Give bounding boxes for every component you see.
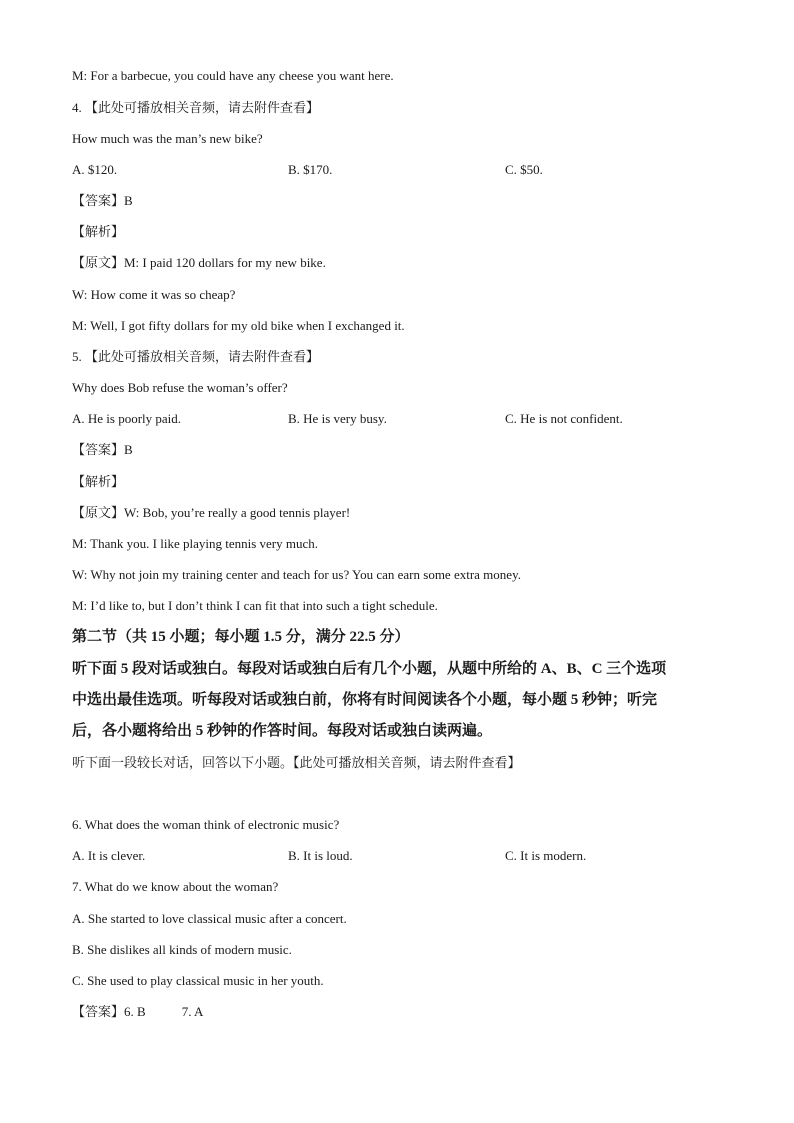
question-7-text: 7. What do we know about the woman? xyxy=(72,879,279,894)
section-instructions-line-2: 中选出最佳选项。听每段对话或独白前，你将有时间阅读各个小题，每小题 5 秒钟；听完 xyxy=(72,692,658,708)
q4-transcript-line-3: M: Well, I got fifty dollars for my old bike when I exchanged it. xyxy=(72,318,405,333)
q4-option-c: C. $50. xyxy=(505,162,543,177)
q7-option-b: B. She dislikes all kinds of modern music. xyxy=(72,942,292,957)
q4-transcript-line-2: W: How come it was so cheap? xyxy=(72,287,236,302)
q7-option-c: C. She used to play classical music in her youth. xyxy=(72,973,324,988)
dialogue-line: M: For a barbecue, you could have any cheese you want here. xyxy=(72,68,394,83)
q5-transcript-line-4: M: I’d like to, but I don’t think I can fit that into such a tight schedule. xyxy=(72,598,438,613)
q5-option-b: B. He is very busy. xyxy=(288,411,387,426)
question-4-header: 4. 【此处可播放相关音频，请去附件查看】 xyxy=(72,100,320,115)
question-6-text: 6. What does the woman think of electronic music? xyxy=(72,817,340,832)
q5-transcript-line-1: 【原文】W: Bob, you’re really a good tennis player! xyxy=(72,505,351,520)
q5-transcript-line-3: W: Why not join my training center and teach for us? You can earn some extra money. xyxy=(72,567,521,582)
q6-option-b: B. It is loud. xyxy=(288,848,353,863)
q7-option-a: A. She started to love classical music after a concert. xyxy=(72,911,347,926)
answer-6: 6. B xyxy=(124,1004,146,1019)
q4-analysis-label: 【解析】 xyxy=(72,224,125,239)
question-4-text: How much was the man’s new bike? xyxy=(72,131,263,146)
q5-answer: 【答案】B xyxy=(72,442,133,457)
answers-row xyxy=(72,1004,203,1020)
q4-transcript-line-1: 【原文】M: I paid 120 dollars for my new bike. xyxy=(72,255,326,270)
q6-option-c: C. It is modern. xyxy=(505,848,587,863)
section-instructions-line-1: 听下面 5 段对话或独白。每段对话或独白后有几个小题，从题中所给的 A、B、C 三个选项 xyxy=(72,661,667,677)
question-5-header: 5. 【此处可播放相关音频，请去附件查看】 xyxy=(72,349,320,364)
q5-option-c: C. He is not confident. xyxy=(505,411,623,426)
q5-analysis-label: 【解析】 xyxy=(72,474,125,489)
section-heading: 第二节（共 15 小题；每小题 1.5 分，满分 22.5 分） xyxy=(72,629,410,645)
long-dialogue-intro: 听下面一段较长对话，回答以下小题。【此处可播放相关音频，请去附件查看】 xyxy=(72,755,521,770)
q4-option-a: A. $120. xyxy=(72,162,118,177)
question-5-text: Why does Bob refuse the woman’s offer? xyxy=(72,380,288,395)
answer-7: 7. A xyxy=(181,1004,204,1019)
q5-transcript-line-2: M: Thank you. I like playing tennis very much. xyxy=(72,536,318,551)
answers-label: 【答案】 xyxy=(72,1004,125,1019)
q5-option-a: A. He is poorly paid. xyxy=(72,411,182,426)
section-instructions-line-3: 后，各小题将给出 5 秒钟的作答时间。每段对话或独白读两遍。 xyxy=(72,723,493,739)
q4-option-b: B. $170. xyxy=(288,162,333,177)
q6-option-a: A. It is clever. xyxy=(72,848,146,863)
q4-answer: 【答案】B xyxy=(72,193,133,208)
